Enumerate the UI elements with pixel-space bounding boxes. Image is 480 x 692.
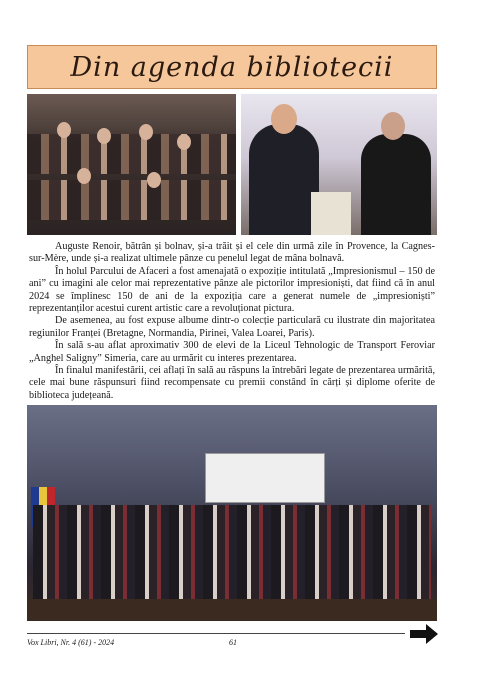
- audience-row: [27, 134, 236, 174]
- diploma: [311, 192, 351, 235]
- paragraph: În finalul manifestării, cei aflați în sală au răspuns la întrebări legate de prezentarea urmărită, cele mai bune răspunsuri fiind recompensate cu premii constând în cărți și diplome oferite de biblioteca județeană.: [29, 365, 435, 401]
- audience-photo: [27, 94, 236, 235]
- paragraph: În sală s-au aflat aproximativ 300 de elevi de la Liceul Tehnologic de Transport Feroviar „Anghel Saligny” Simeria, care au urmărit cu interes prezentarea.: [29, 340, 435, 364]
- woman-figure: [361, 134, 431, 235]
- arrow-right-icon[interactable]: [410, 624, 438, 644]
- footer-divider: [27, 633, 405, 634]
- paragraph: În holul Parcului de Afaceri a fost amenajată o expoziție intitulată „Impresionismul – 150 de ani” cu imagini ale celor mai reprezentative pânze ale pictorilor impresioniști, dat fiind că în anul 2024 se împlinesc 150 de ani de la expoziția care a generat numele de „impresioniști” reprezentanților acestui curent artistic care a revoluționat pictura.: [29, 265, 435, 315]
- group-photo: [27, 405, 437, 621]
- person-head: [57, 122, 71, 138]
- students-group: [33, 505, 431, 599]
- journal-issue: Vox Libri, Nr. 4 (61) - 2024: [27, 638, 115, 647]
- projection-screen: [205, 453, 325, 503]
- stage-floor: [27, 599, 437, 621]
- article-text: [29, 241, 435, 402]
- page-number: 61: [229, 638, 237, 647]
- person-head: [177, 134, 191, 150]
- award-handover-photo: [241, 94, 437, 235]
- audience-row: [27, 180, 236, 220]
- section-banner: [27, 45, 437, 89]
- person-head: [97, 128, 111, 144]
- person-head: [77, 168, 91, 184]
- section-title: Din agenda bibliotecii: [70, 51, 394, 83]
- paragraph: De asemenea, au fost expuse albume dintr-o colecție particulară cu ilustrate din majoritatea regiunilor Franței (Bretagne, Normandia, Pirinei, Valea Loarei, Paris).: [29, 315, 435, 339]
- paragraph: Auguste Renoir, bătrân și bolnav, și-a trăit și el cele din urmă zile în Provence, la Cagnes-sur-Mère, unde și-a realizat ultimele pânze cu penelul legat de mâna bolnavă.: [29, 241, 435, 265]
- woman-head: [381, 112, 405, 140]
- person-head: [139, 124, 153, 140]
- person-head: [147, 172, 161, 188]
- man-head: [271, 104, 297, 134]
- man-figure: [249, 124, 319, 235]
